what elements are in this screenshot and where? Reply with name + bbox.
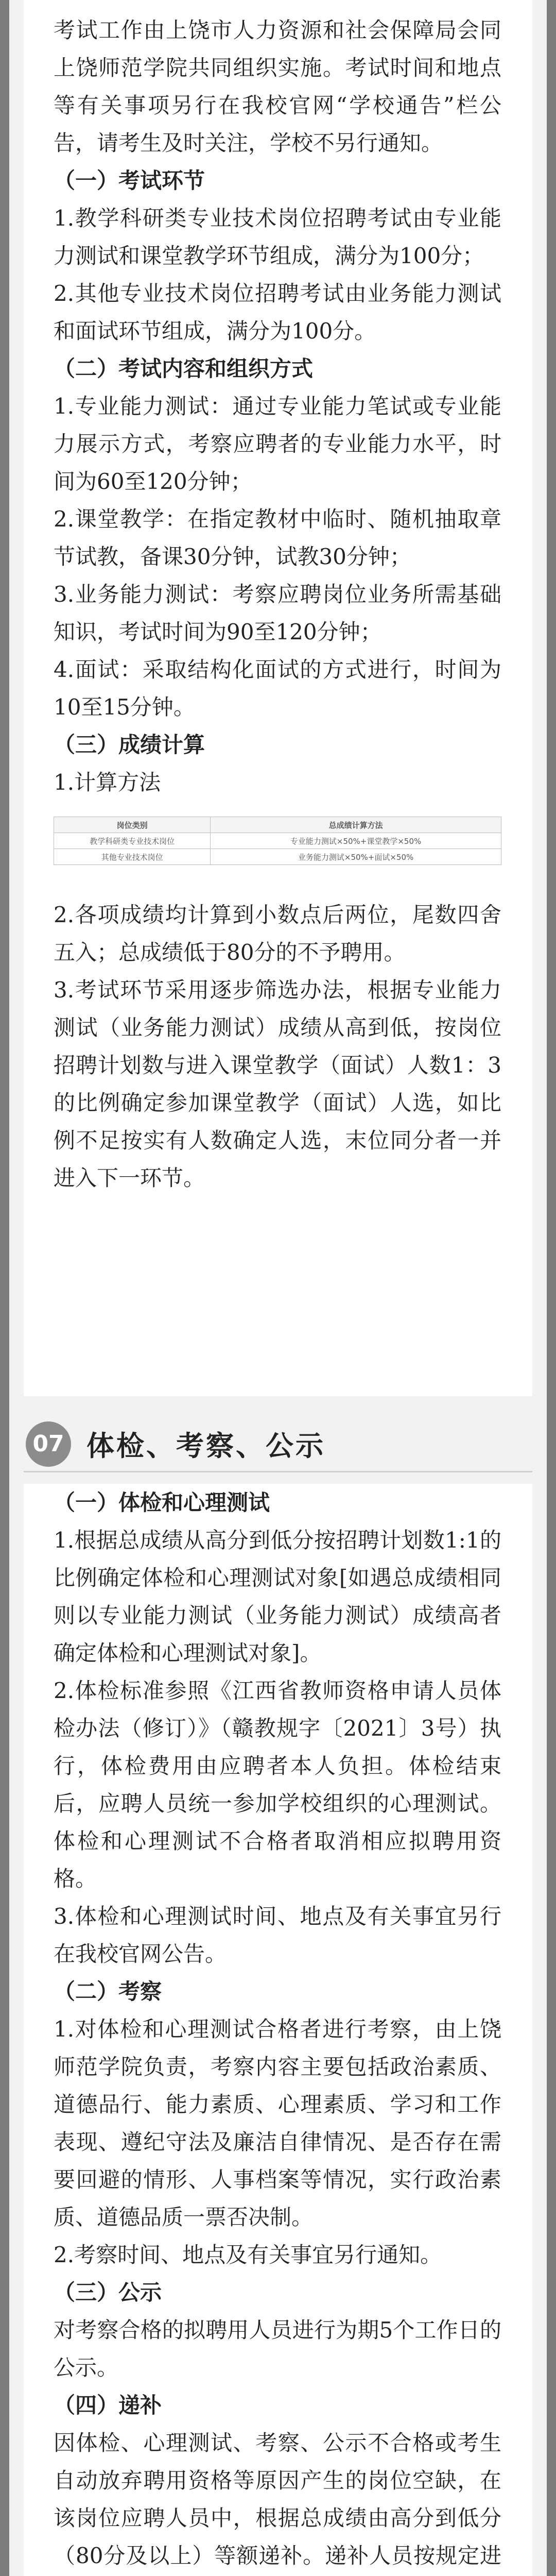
section-number-badge: 07 <box>26 1421 71 1467</box>
exam-content-item-2: 2.课堂教学：在指定教材中临时、随机抽取章节试教，备课30分钟，试教30分钟； <box>54 506 501 569</box>
inspection-item-1: 1.对体检和心理测试合格者进行考察，由上饶师范学院负责，考察内容主要包括政治素质、道德品行、能力素质、心理素质、学习和工作表现、遵纪守法及廉洁自律情况、是否存在需要回避的情形、人事档案等情况，实行政治素质、道德品质一票否决制。 <box>54 2016 501 2230</box>
heading-score-calculation: （三）成绩计算 <box>54 732 205 757</box>
heading-exam-stages: （一）考试环节 <box>54 168 205 193</box>
exam-content-item-3: 3.业务能力测试：考察应聘岗位业务所需基础知识，考试时间为90至120分钟； <box>54 582 501 645</box>
left-border <box>0 0 9 2576</box>
table-header-cell: 岗位类别 <box>54 817 211 833</box>
heading-replacement: （四）递补 <box>54 2393 162 2418</box>
intro-paragraph: 考试工作由上饶市人力资源和社会保障局会同上饶师范学院共同组织实施。考试时间和地点等有关事项另行在我校官网“学校通告”栏公告，请考生及时关注，学校不另行通知。 <box>54 18 501 156</box>
table-row <box>54 849 501 865</box>
table-cell: 教学科研类专业技术岗位 <box>54 833 211 849</box>
exam-content-item-1: 1.专业能力测试：通过专业能力笔试或专业能力展示方式，考察应聘者的专业能力水平，时间为60至120分钟； <box>54 394 501 494</box>
medical-item-1: 1.根据总成绩从高分到低分按招聘计划数1:1的比例确定体检和心理测试对象[如遇总成绩相同则以专业能力测试（业务能力测试）成绩高者确定体检和心理测试对象]。 <box>54 1528 501 1666</box>
score-method-table <box>54 817 501 865</box>
heading-exam-content: （二）考试内容和组织方式 <box>54 356 314 381</box>
publicity-text: 对考察合格的拟聘用人员进行为期5个工作日的公示。 <box>54 2317 501 2380</box>
replacement-text: 因体检、心理测试、考察、公示不合格或考生自动放弃聘用资格等原因产生的岗位空缺，在该岗位应聘人员中，根据总成绩由高分到低分（80分及以上）等额递补。递补人员按规定进 <box>54 2430 501 2568</box>
inspection-item-2: 2.考察时间、地点及有关事宜另行通知。 <box>54 2242 442 2267</box>
score-rule-item-2: 2.各项成绩均计算到小数点后两位，尾数四舍五入；总成绩低于80分的不予聘用。 <box>54 902 501 965</box>
table-row <box>54 833 501 849</box>
content-card-exam <box>24 0 532 1396</box>
table-header-cell: 总成绩计算方法 <box>211 817 501 833</box>
table-cell: 其他专业技术岗位 <box>54 849 211 865</box>
table-cell: 专业能力测试×50%+课堂教学×50% <box>211 833 501 849</box>
exam-content-item-4: 4.面试：采取结构化面试的方式进行，时间为10至15分钟。 <box>54 657 501 720</box>
right-border <box>547 0 556 2576</box>
table-cell: 业务能力测试×50%+面试×50% <box>211 849 501 865</box>
calculation-method-label: 1.计算方法 <box>54 770 161 795</box>
heading-medical-psych: （一）体检和心理测试 <box>54 1490 270 1515</box>
medical-item-2: 2.体检标准参照《江西省教师资格申请人员体检办法（修订）》（赣教规字〔2021〕3号）执行，体检费用由应聘者本人负担。体检结束后，应聘人员统一参加学校组织的心理测试。体检和心理测试不合格者取消相应拟聘用资格。 <box>54 1678 501 1891</box>
section-header <box>24 1419 532 1468</box>
exam-stage-item-2: 2.其他专业技术岗位招聘考试由业务能力测试和面试环节组成，满分为100分。 <box>54 281 501 344</box>
section-divider <box>24 1471 532 1472</box>
score-rule-item-3: 3.考试环节采用逐步筛选办法，根据专业能力测试（业务能力测试）成绩从高到低，按岗位招聘计划数与进入课堂教学（面试）人数1：3的比例确定参加课堂教学（面试）人选，如比例不足按实有人数确定人选，末位同分者一并进入下一环节。 <box>54 977 501 1191</box>
section-title: 体检、考察、公示 <box>86 1430 325 1462</box>
content-card-checkup <box>24 1484 532 2576</box>
medical-item-3: 3.体检和心理测试时间、地点及有关事宜另行在我校官网公告。 <box>54 1904 501 1967</box>
heading-inspection: （二）考察 <box>54 1979 162 2004</box>
table-header-row <box>54 817 501 833</box>
heading-publicity: （三）公示 <box>54 2280 162 2305</box>
exam-stage-item-1: 1.教学科研类专业技术岗位招聘考试由专业能力测试和课堂教学环节组成，满分为100分； <box>54 206 501 268</box>
